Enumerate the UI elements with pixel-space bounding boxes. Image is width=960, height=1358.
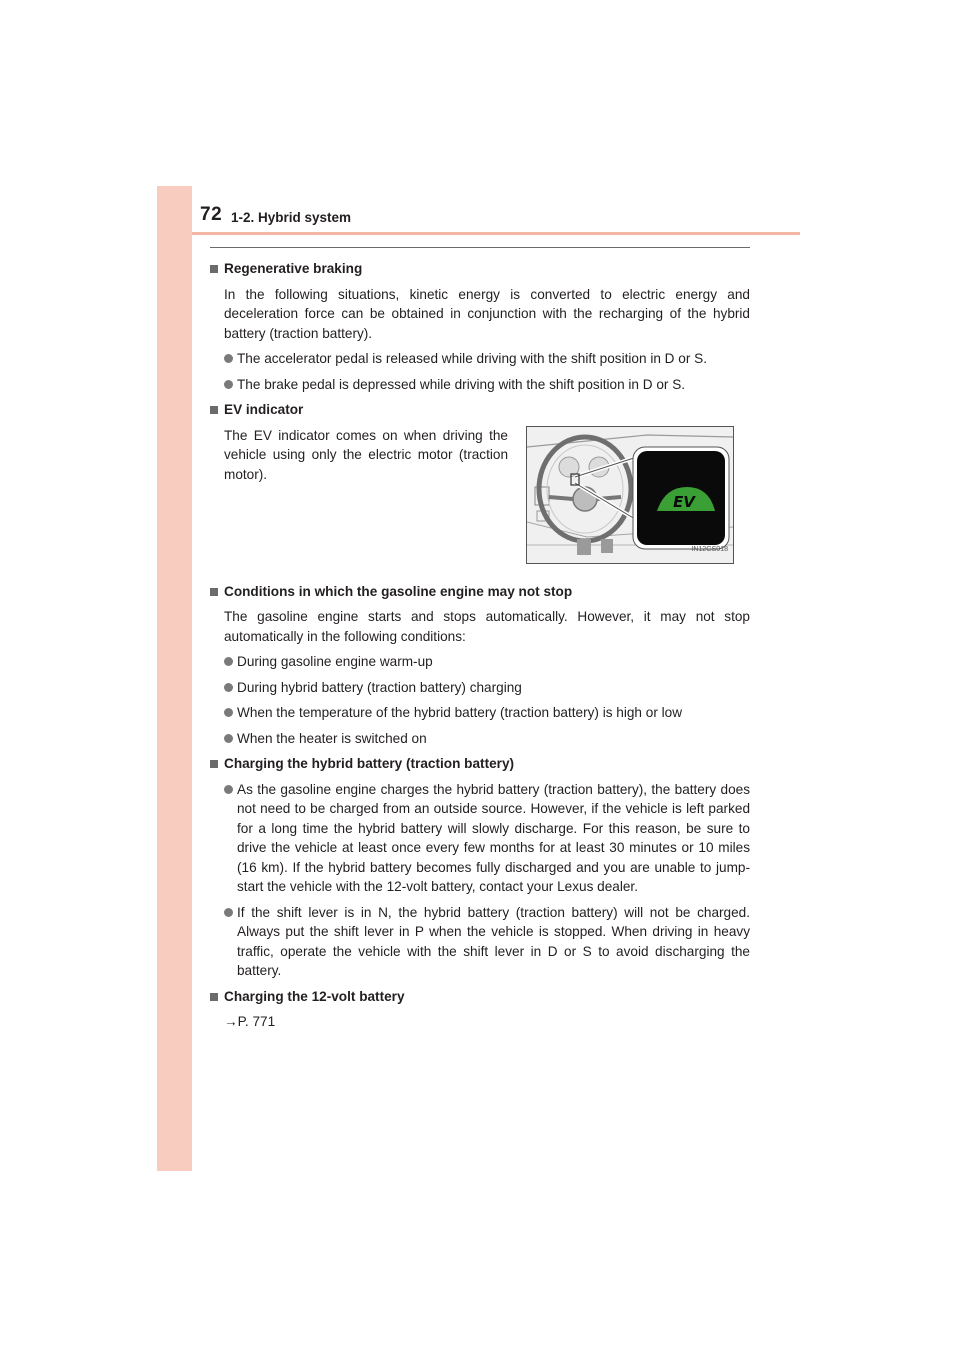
list-item-text: The accelerator pedal is released while driving with the shift position in D or S. <box>237 351 707 366</box>
square-bullet-icon <box>210 993 218 1001</box>
list-item-text: When the temperature of the hybrid battery (traction battery) is high or low <box>237 705 683 720</box>
round-bullet-icon <box>224 708 233 717</box>
square-bullet-icon <box>210 588 218 596</box>
list-item-text: As the gasoline engine charges the hybrid battery (traction battery), the battery does not need to be charged from an outside source. However, if the vehicle is left parked for a long time the hybrid battery will slowly discharge. For this reason, be sure to drive the vehicle at least once every few months for at least 30 minutes or 10 miles (16 km). If the hybrid battery becomes fully discharged and you are unable to jump-start the vehicle with the 12-volt battery, contact your Lexus dealer. <box>237 781 750 894</box>
round-bullet-icon <box>224 785 233 794</box>
content-divider <box>210 247 750 248</box>
square-bullet-icon <box>210 265 218 273</box>
heading-regenerative-braking <box>210 259 750 279</box>
header-rule <box>192 232 800 235</box>
list-item <box>224 729 750 749</box>
square-bullet-icon <box>210 760 218 768</box>
heading-text: Charging the 12-volt battery <box>224 988 405 1004</box>
list-item <box>224 780 750 897</box>
figure-code: IN12GS018 <box>691 546 728 553</box>
heading-text: Regenerative braking <box>224 261 363 276</box>
square-bullet-icon <box>210 406 218 414</box>
ev-indicator-block <box>224 426 750 564</box>
page-content <box>210 259 750 1038</box>
round-bullet-icon <box>224 657 233 666</box>
heading-text: Conditions in which the gasoline engine may not stop <box>224 583 573 599</box>
round-bullet-icon <box>224 380 233 389</box>
page-number: 72 <box>200 204 223 225</box>
conditions-intro: The gasoline engine starts and stops automatically. However, it may not stop automatically in the following conditions: <box>224 609 750 644</box>
ev-indicator-text: The EV indicator comes on when driving the vehicle using only the electric motor (traction motor). <box>224 427 508 482</box>
list-item <box>224 652 750 672</box>
list-item <box>224 903 750 981</box>
list-item <box>224 703 750 723</box>
heading-conditions <box>210 582 750 602</box>
list-item-text: When the heater is switched on <box>237 730 427 746</box>
regen-intro: In the following situations, kinetic energy is converted to electric energy and deceleration force can be obtained in conjunction with the recharging of the hybrid battery (traction battery). <box>224 286 750 341</box>
list-item <box>224 375 750 395</box>
section-title: 1-2. Hybrid system <box>231 210 352 225</box>
list-item-text: During gasoline engine warm-up <box>237 654 433 669</box>
page-reference-link[interactable]: →P. 771 <box>224 1014 276 1029</box>
heading-charging-12v-battery <box>210 987 750 1007</box>
ev-indicator-illustration <box>526 426 734 564</box>
side-tab-band <box>157 186 192 1171</box>
heading-text: Charging the hybrid battery (traction battery) <box>224 756 515 771</box>
list-item-text: If the shift lever is in N, the hybrid battery (traction battery) will not be charged. Always put the shift lever in P when the vehicle is stopped. When driving in heavy traffic, operate the vehicle with the shift lever in D or S to avoid discharging the battery. <box>237 904 750 978</box>
ev-badge: EV <box>673 492 695 511</box>
list-item-text: The brake pedal is depressed while driving with the shift position in D or S. <box>237 376 686 392</box>
heading-ev-indicator <box>210 400 750 420</box>
heading-charging-hybrid-battery <box>210 754 750 774</box>
round-bullet-icon <box>224 354 233 363</box>
list-item <box>224 678 750 698</box>
round-bullet-icon <box>224 734 233 743</box>
heading-text: EV indicator <box>224 402 304 417</box>
round-bullet-icon <box>224 908 233 917</box>
list-item <box>224 349 750 369</box>
list-item-text: During hybrid battery (traction battery) charging <box>237 679 522 695</box>
round-bullet-icon <box>224 683 233 692</box>
